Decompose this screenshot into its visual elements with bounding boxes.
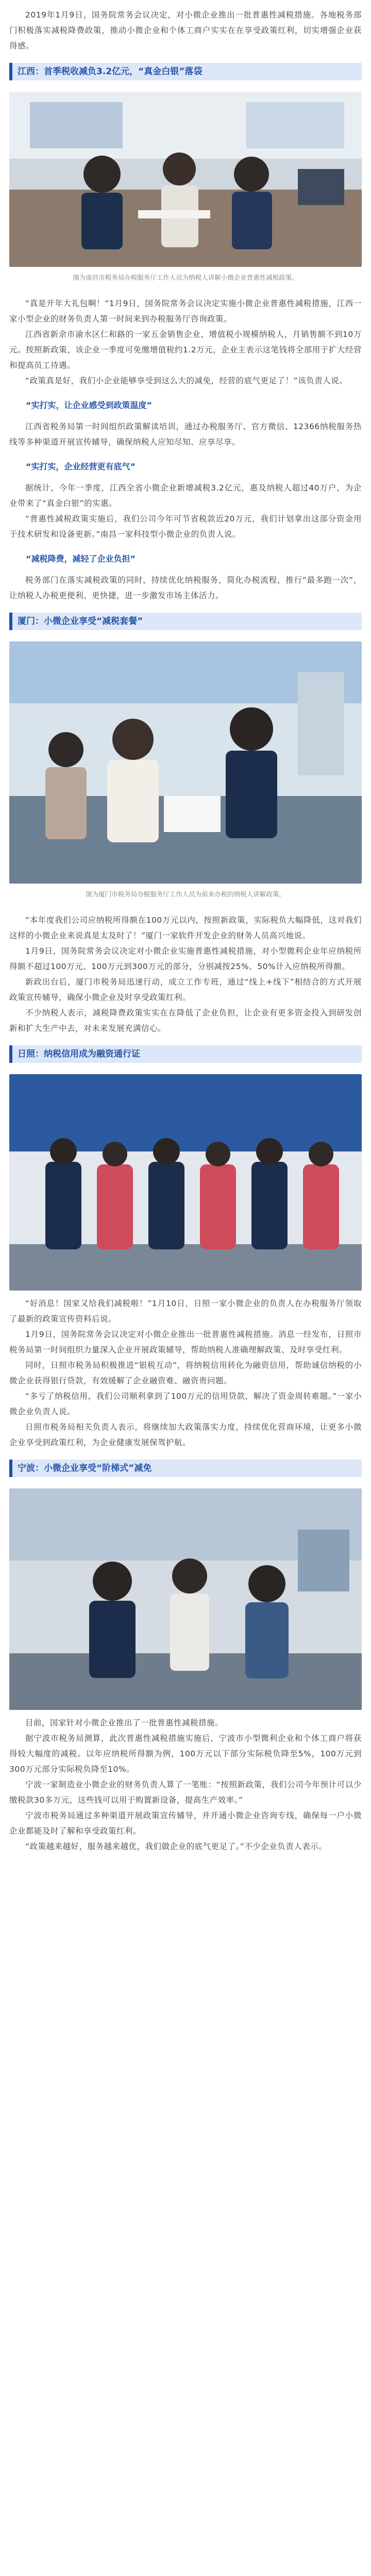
jiangxi-paragraph-7: 税务部门在落实减税政策的同时，持续优化纳税服务，简化办税流程，推行“最多跑一次”，让纳税人办税更便利、更快捷，进一步激发市场主体活力。 <box>9 575 362 600</box>
rizhao-paragraph-4: 日照市税务局相关负责人表示，将继续加大政策落实力度，持续优化营商环境，让更多小微企业享受到政策红利，为企业健康发展保驾护航。 <box>9 1422 362 1447</box>
jiangxi-office-photo <box>9 92 362 267</box>
ningbo-paragraph-4: 宁波市税务局通过多种渠道开展政策宣传辅导，并开通小微企业咨询专线，确保每一户小微企业都能及时了解和享受政策红利。 <box>9 1811 362 1836</box>
xiamen-hall-photo <box>9 641 362 884</box>
jiangxi-subheading-1: “实打实，让企业感受到政策温度” <box>26 400 153 410</box>
jiangxi-paragraph-2: 江西省新余市渝水区仁和路的一家五金销售企业，增值税小规模纳税人，月销售额不到10万元。按照新政策，该企业一季度可免缴增值税约1.2万元，企业主表示这笔钱将全部用于扩大经营和提高员工待遇。 <box>9 330 362 370</box>
jiangxi-paragraph-6: “普惠性减税政策实施后，我们公司今年可节省税款近20万元，我们计划拿出这部分资金用于技术研发和设备更新。”南昌一家科技型小微企业的负责人说。 <box>9 514 362 539</box>
section-title-ningbo: 宁波：小微企业享受“阶梯式”减免 <box>9 1460 362 1477</box>
jiangxi-paragraph-1: “真是开年大礼包啊！”1月9日，国务院常务会议决定实施小微企业普惠性减税措施，江西一家小型企业的财务负责人第一时间来到办税服务厅咨询政策。 <box>9 299 362 324</box>
section-title-xiamen: 厦门：小微企业享受“减税套餐” <box>9 613 362 630</box>
ningbo-photo-illustration <box>9 1488 362 1710</box>
xiamen-paragraph-2: 1月9日，国务院常务会议决定对小微企业实施普惠性减税措施，对小型微利企业年应纳税所得额不超过100万元、100万元到300万元的部分，分别减按25%、50%计入应纳税所得额。 <box>9 946 362 971</box>
ningbo-paragraph-1: 目前，国家针对小微企业推出了一批普惠性减税措施。 <box>25 1718 224 1727</box>
ningbo-paragraph-2: 据宁波市税务局测算，此次普惠性减税措施实施后，宁波市小型微利企业和个体工商户将获得较大幅度的减税。以年应纳税所得额为例，100万元以下部分实际税负降至5%，100万元到300万元部分实际税负降至10%。 <box>9 1734 362 1774</box>
rizhao-paragraph-3: “多亏了纳税信用，我们公司顺利拿到了100万元的信用贷款，解决了资金周转难题。”一家小微企业负责人说。 <box>9 1392 362 1416</box>
xiamen-photo-caption: 图为厦门市税务局办税服务厅工作人员为前来办税的纳税人讲解政策。 <box>86 890 285 898</box>
ningbo-paragraph-3: 宁波一家制造业小微企业的财务负责人算了一笔账：“按照新政策，我们公司今年预计可以少缴税款30多万元，这些钱可以用于购置新设备，提高生产效率。” <box>9 1780 362 1805</box>
ningbo-service-photo <box>9 1488 362 1710</box>
article-page <box>0 7 371 2576</box>
jiangxi-paragraph-3: “政策真是好，我们小企业能够享受到这么大的减免，经营的底气更足了！”该负责人说。 <box>25 376 348 385</box>
xiamen-paragraph-1: “本年度我们公司应纳税所得额在100万元以内，按照新政策，实际税负大幅降低，这对我们这样的小微企业来说真是太及时了！”厦门一家软件开发企业的财务人员高兴地说。 <box>9 916 362 940</box>
jiangxi-paragraph-4: 江西省税务局第一时间组织政策解读培训，通过办税服务厅、官方微信、12366纳税服务热线等多种渠道开展宣传辅导，确保纳税人应知尽知、应享尽享。 <box>9 422 362 447</box>
jiangxi-paragraph-5: 据统计，今年一季度，江西全省小微企业新增减税3.2亿元，惠及纳税人超过40万户，为企业带来了“真金白银”的实惠。 <box>9 483 362 508</box>
section-title-jiangxi: 江西：首季税收减负3.2亿元，“真金白银”落袋 <box>9 63 362 80</box>
xiamen-paragraph-3: 新政出台后，厦门市税务局迅速行动，成立工作专班，通过“线上+线下”相结合的方式开展政策宣传辅导，确保小微企业及时享受政策红利。 <box>9 977 362 1002</box>
ningbo-paragraph-5: “政策越来越好，服务越来越优，我们做企业的底气更足了。”不少企业负责人表示。 <box>25 1842 327 1851</box>
rizhao-paragraph-1: 1月9日，国务院常务会议决定对小微企业推出一批普惠性减税措施。消息一经发布，日照市税务局第一时间组织力量深入企业开展政策辅导，帮助纳税人准确理解政策、及时享受红利。 <box>9 1330 362 1354</box>
jiangxi-subheading-3: “减税降费，减轻了企业负担” <box>26 554 136 564</box>
jiangxi-photo-caption: 图为南昌市税务局办税服务厅工作人员为纳税人讲解小微企业普惠性减税政策。 <box>73 274 298 281</box>
intro-paragraph: 2019年1月9日，国务院常务会议决定，对小微企业推出一批普惠性减税措施。各地税务部门积极落实减税降费政策，推动小微企业和个体工商户实实在在享受政策红利，切实增强企业获得感。 <box>9 10 362 50</box>
rizhao-paragraph-2: 同时，日照市税务局积极推进“银税互动”，将纳税信用转化为融资信用，帮助诚信纳税的小微企业获得银行贷款，有效缓解了企业融资难、融资贵问题。 <box>9 1361 362 1385</box>
rizhao-intro-paragraph: “好消息！国家又给我们减税啦！”1月10日，日照一家小微企业的负责人在办税服务厅领取了最新的政策宣传资料后说。 <box>9 1299 362 1324</box>
xiamen-photo-illustration <box>9 641 362 884</box>
rizhao-group-photo <box>9 1074 362 1291</box>
xiamen-paragraph-4: 不少纳税人表示，减税降费政策实实在在降低了企业负担，让企业有更多资金投入到研发创新和扩大生产中去，对未来发展充满信心。 <box>9 1008 362 1033</box>
jiangxi-photo-illustration <box>9 92 362 267</box>
jiangxi-subheading-2: “实打实，企业经营更有底气” <box>26 462 136 471</box>
section-title-rizhao: 日照：纳税信用成为融资通行证 <box>9 1045 362 1063</box>
rizhao-photo-illustration <box>9 1074 362 1291</box>
